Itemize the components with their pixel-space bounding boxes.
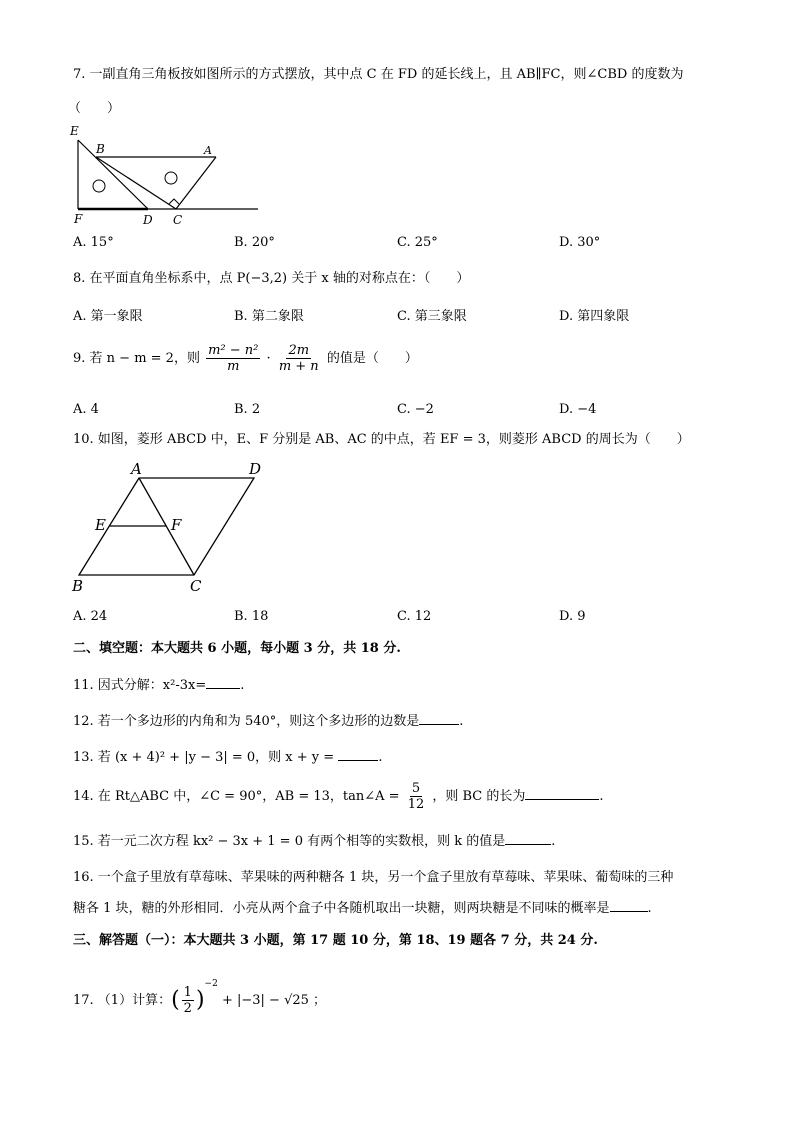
q9-option-d: D. −4 <box>559 402 597 417</box>
q9-text <box>73 342 418 376</box>
q10-label-c: C <box>190 577 202 595</box>
q14-frac-denominator: 12 <box>407 797 425 812</box>
q10-option-b: B. 18 <box>234 609 269 624</box>
q16-answer-blank <box>610 899 648 912</box>
q13-answer-blank <box>338 748 378 761</box>
q17-paren-close: ) <box>195 987 205 1013</box>
q8-option-c: C. 第三象限 <box>397 309 467 324</box>
q7-figure <box>66 120 266 230</box>
q9-frac2-denominator: m + n <box>278 359 319 374</box>
q13-prefix: 13. 若 (x + 4)² + |y − 3| = 0，则 x + y = <box>73 750 335 765</box>
q10-label-a: A <box>131 460 142 478</box>
q11-text <box>73 676 244 695</box>
q16-line-2 <box>73 899 652 918</box>
q9-prefix: 9. 若 n − m = 2，则 <box>73 351 200 366</box>
q9-dot: · <box>266 351 271 366</box>
section-2-heading: 二、填空题：本大题共 6 小题，每小题 3 分，共 18 分. <box>73 641 401 656</box>
q9-suffix: 的值是（ ） <box>326 351 418 366</box>
q12-prefix: 12. 若一个多边形的内角和为 540°，则这个多边形的边数是 <box>73 714 420 729</box>
q14-fraction <box>406 781 427 812</box>
q10-label-d: D <box>249 460 262 478</box>
q16-suffix: . <box>647 901 652 916</box>
q13-suffix: . <box>378 750 383 765</box>
q10-text: 10. 如图，菱形 ABCD 中，E、F 分别是 AB、AC 的中点，若 EF = 3，则菱形 ABCD 的周长为（ ） <box>73 432 690 447</box>
q9-frac1-denominator: m <box>227 359 240 374</box>
q17-text <box>73 964 326 1021</box>
q7-label-f: F <box>74 212 83 226</box>
q7-label-d: D <box>143 213 153 227</box>
q11-suffix: . <box>240 678 245 693</box>
q9-fraction-2 <box>277 343 321 374</box>
q12-suffix: . <box>459 714 464 729</box>
q11-answer-blank <box>206 676 240 689</box>
q7-label-c: C <box>173 213 183 227</box>
q10-option-d: D. 9 <box>559 609 586 624</box>
q9-option-a: A. 4 <box>73 402 99 417</box>
q9-option-c: C. −2 <box>397 402 434 417</box>
q10-figure <box>66 456 266 596</box>
q7-text: 7. 一副直角三角板按如图所示的方式摆放，其中点 C 在 FD 的延长线上，且 AB∥FC，则∠CBD 的度数为 <box>73 67 684 82</box>
q17-prefix: 17. （1）计算： <box>73 993 172 1008</box>
q12-text <box>73 712 463 731</box>
q7-label-a: A <box>204 144 212 157</box>
q17-rest: + |−3| − √25 ； <box>221 993 327 1008</box>
q7-label-b: B <box>96 142 105 156</box>
q14-answer-blank <box>525 787 599 800</box>
q12-answer-blank <box>419 712 459 725</box>
q10-label-f: F <box>171 516 182 534</box>
q10-option-a: A. 24 <box>73 609 108 624</box>
q10-option-c: C. 12 <box>397 609 432 624</box>
q14-prefix: 14. 在 Rt△ABC 中，∠C = 90°，AB = 13，tan∠A = <box>73 789 400 804</box>
section-3-heading: 三、解答题（一）：本大题共 3 小题，第 17 题 10 分，第 18、19 题各 7 分，共 24 分. <box>73 933 598 948</box>
q7-option-d: D. 30° <box>559 235 601 250</box>
q9-option-b: B. 2 <box>234 402 261 417</box>
q15-prefix: 15. 若一元二次方程 kx² − 3x + 1 = 0 有两个相等的实数根，则 k 的值是 <box>73 834 506 849</box>
q14-mid: ，则 BC 的长为 <box>432 789 526 804</box>
q15-suffix: . <box>551 834 556 849</box>
q14-suffix: . <box>599 789 604 804</box>
q11-prefix: 11. 因式分解：x²-3x= <box>73 678 207 693</box>
q7-option-a: A. 15° <box>73 235 114 250</box>
q17-exponent: −2 <box>204 979 218 989</box>
q7-option-c: C. 25° <box>397 235 438 250</box>
q17-paren-open: ( <box>171 987 180 1013</box>
q9-frac2-numerator: 2m <box>288 343 310 358</box>
q16-line-2-prefix: 糖各 1 块，糖的外形相同．小亮从两个盒子中各随机取出一块糖，则两块糖是不同味的概率是 <box>73 901 610 916</box>
q17-frac-denominator: 2 <box>183 1001 192 1016</box>
q13-text <box>73 748 382 767</box>
q10-label-b: B <box>72 577 84 595</box>
q9-frac1-numerator: m² − n² <box>208 343 259 358</box>
q10-label-e: E <box>95 516 106 534</box>
q14-text <box>73 780 604 814</box>
q9-fraction-1 <box>206 343 260 374</box>
q15-text <box>73 832 555 851</box>
q7-label-e: E <box>70 124 79 138</box>
q16-line-1: 16. 一个盒子里放有草莓味、苹果味的两种糖各 1 块，另一个盒子里放有草莓味、苹果味、葡萄味的三种 <box>73 870 674 885</box>
q15-answer-blank <box>505 832 551 845</box>
q8-option-a: A. 第一象限 <box>73 309 143 324</box>
q8-option-b: B. 第二象限 <box>234 309 304 324</box>
q17-frac-numerator: 1 <box>183 985 192 1000</box>
q8-text: 8. 在平面直角坐标系中，点 P(−3,2) 关于 x 轴的对称点在：（ ） <box>73 271 470 286</box>
q7-option-b: B. 20° <box>234 235 275 250</box>
q14-frac-numerator: 5 <box>411 781 421 796</box>
q8-option-d: D. 第四象限 <box>559 309 630 324</box>
q7-paren: （ ） <box>68 101 121 116</box>
q17-fraction <box>182 985 194 1016</box>
